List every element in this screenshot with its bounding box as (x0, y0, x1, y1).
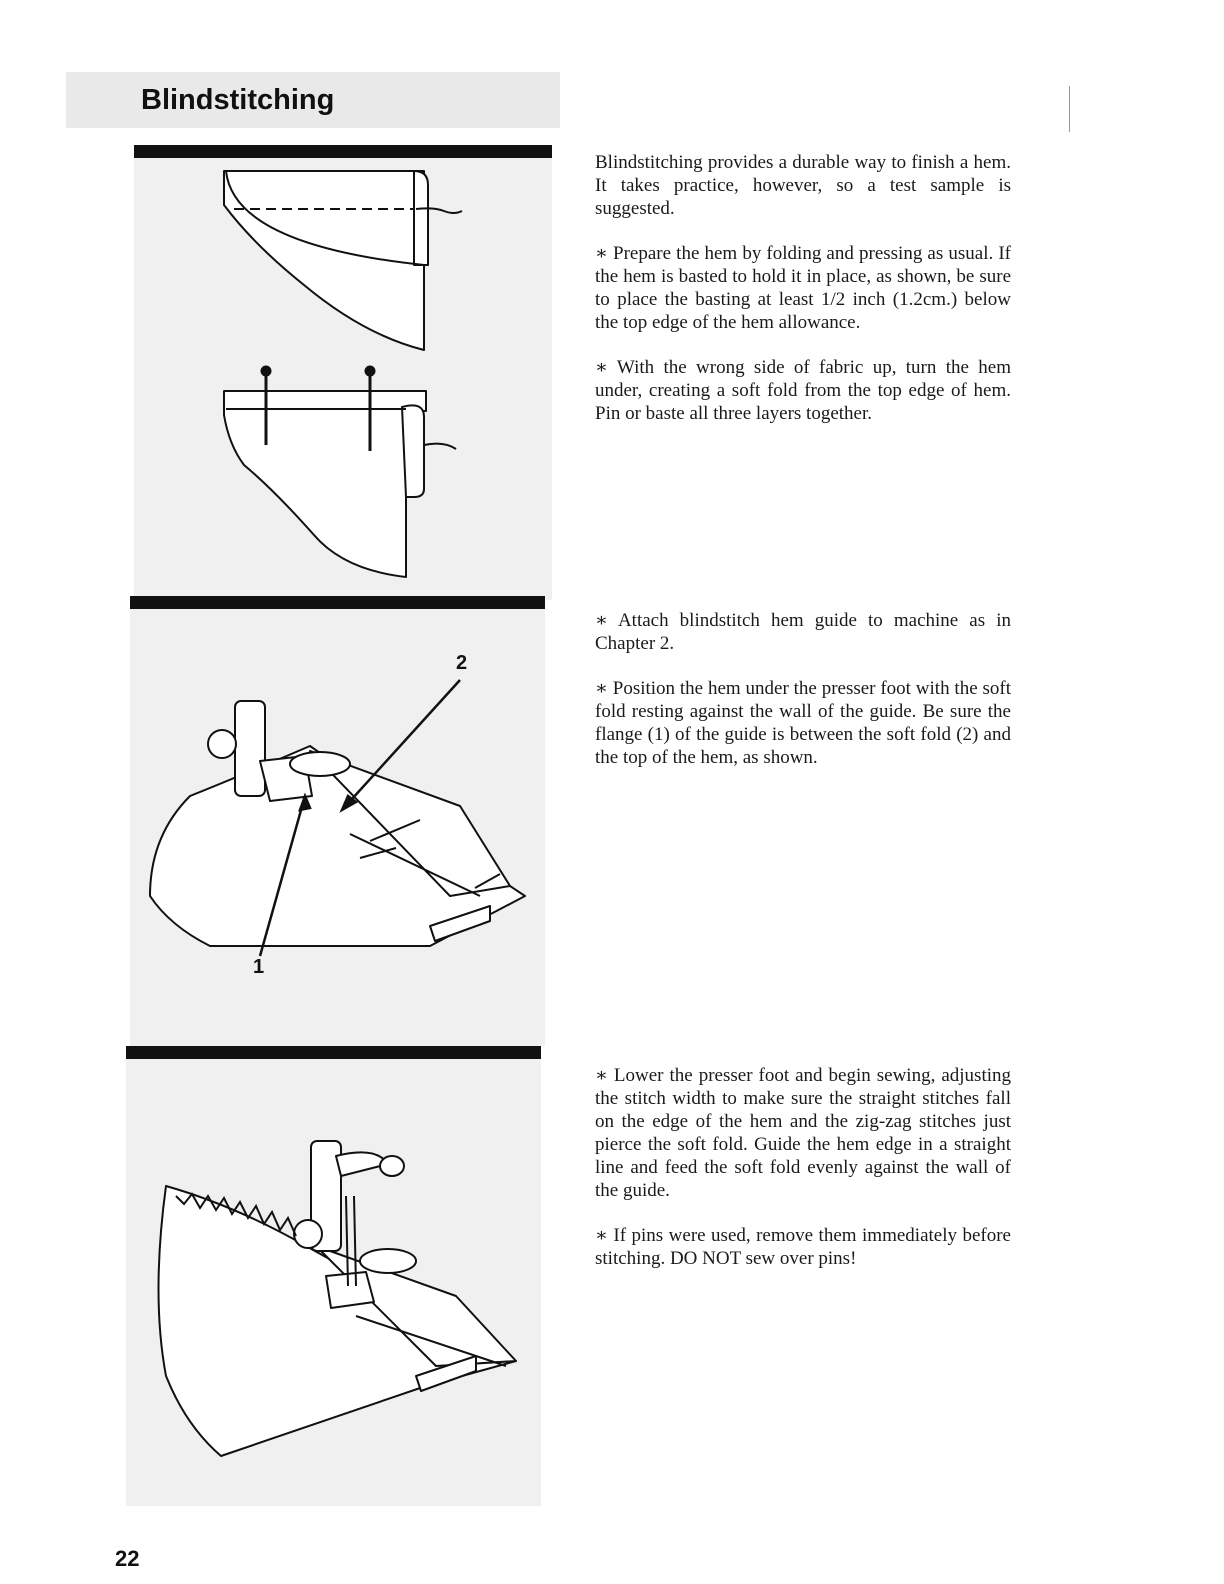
blindstitch-sewing-illustration (126, 1046, 541, 1506)
page-number: 22 (115, 1546, 140, 1571)
section-hem-preparation (595, 151, 1011, 447)
callout-label-1: 1 (253, 956, 265, 978)
hem-guide-illustration (130, 596, 545, 1046)
callout-label-2: 2 (456, 652, 468, 674)
section-sewing (595, 1064, 1011, 1292)
paragraph: ∗ With the wrong side of fabric up, turn the hem under, creating a soft fold from the top edge of hem. Pin or baste all three layers together. (595, 357, 1011, 424)
figure-panel-hem-guide (130, 596, 545, 1046)
paragraph: ∗ Position the hem under the presser foot with the soft fold resting against the wall of the guide. Be sure the flange (1) of the guide is between the soft fold (2) and the top of the hem, as shown. (595, 678, 1011, 768)
paragraph: ∗ If pins were used, remove them immediately before stitching. DO NOT sew over pins! (595, 1225, 1011, 1269)
paragraph: ∗ Attach blindstitch hem guide to machine as in Chapter 2. (595, 610, 1011, 654)
hem-fold-illustration (134, 145, 552, 600)
section-hem-guide (595, 609, 1011, 791)
figure-panel-sewing (126, 1046, 541, 1506)
paragraph: Blindstitching provides a durable way to finish a hem. It takes practice, however, so a test sample is suggested. (595, 152, 1011, 219)
figure-panel-hem-preparation (134, 145, 552, 600)
page-title: Blindstitching (141, 84, 335, 116)
paragraph: ∗ Lower the presser foot and begin sewing, adjusting the stitch width to make sure the straight stitches fall on the edge of the hem and the zig-zag stitches just pierce the soft fold. Guide the hem edge in a straight line and feed the soft fold evenly against the wall of the guide. (595, 1065, 1011, 1201)
paragraph: ∗ Prepare the hem by folding and pressing as usual. If the hem is basted to hold it in place, as shown, be sure to place the basting at least 1/2 inch (1.2cm.) below the top edge of the hem allowance. (595, 243, 1011, 333)
margin-rule (1069, 86, 1070, 132)
